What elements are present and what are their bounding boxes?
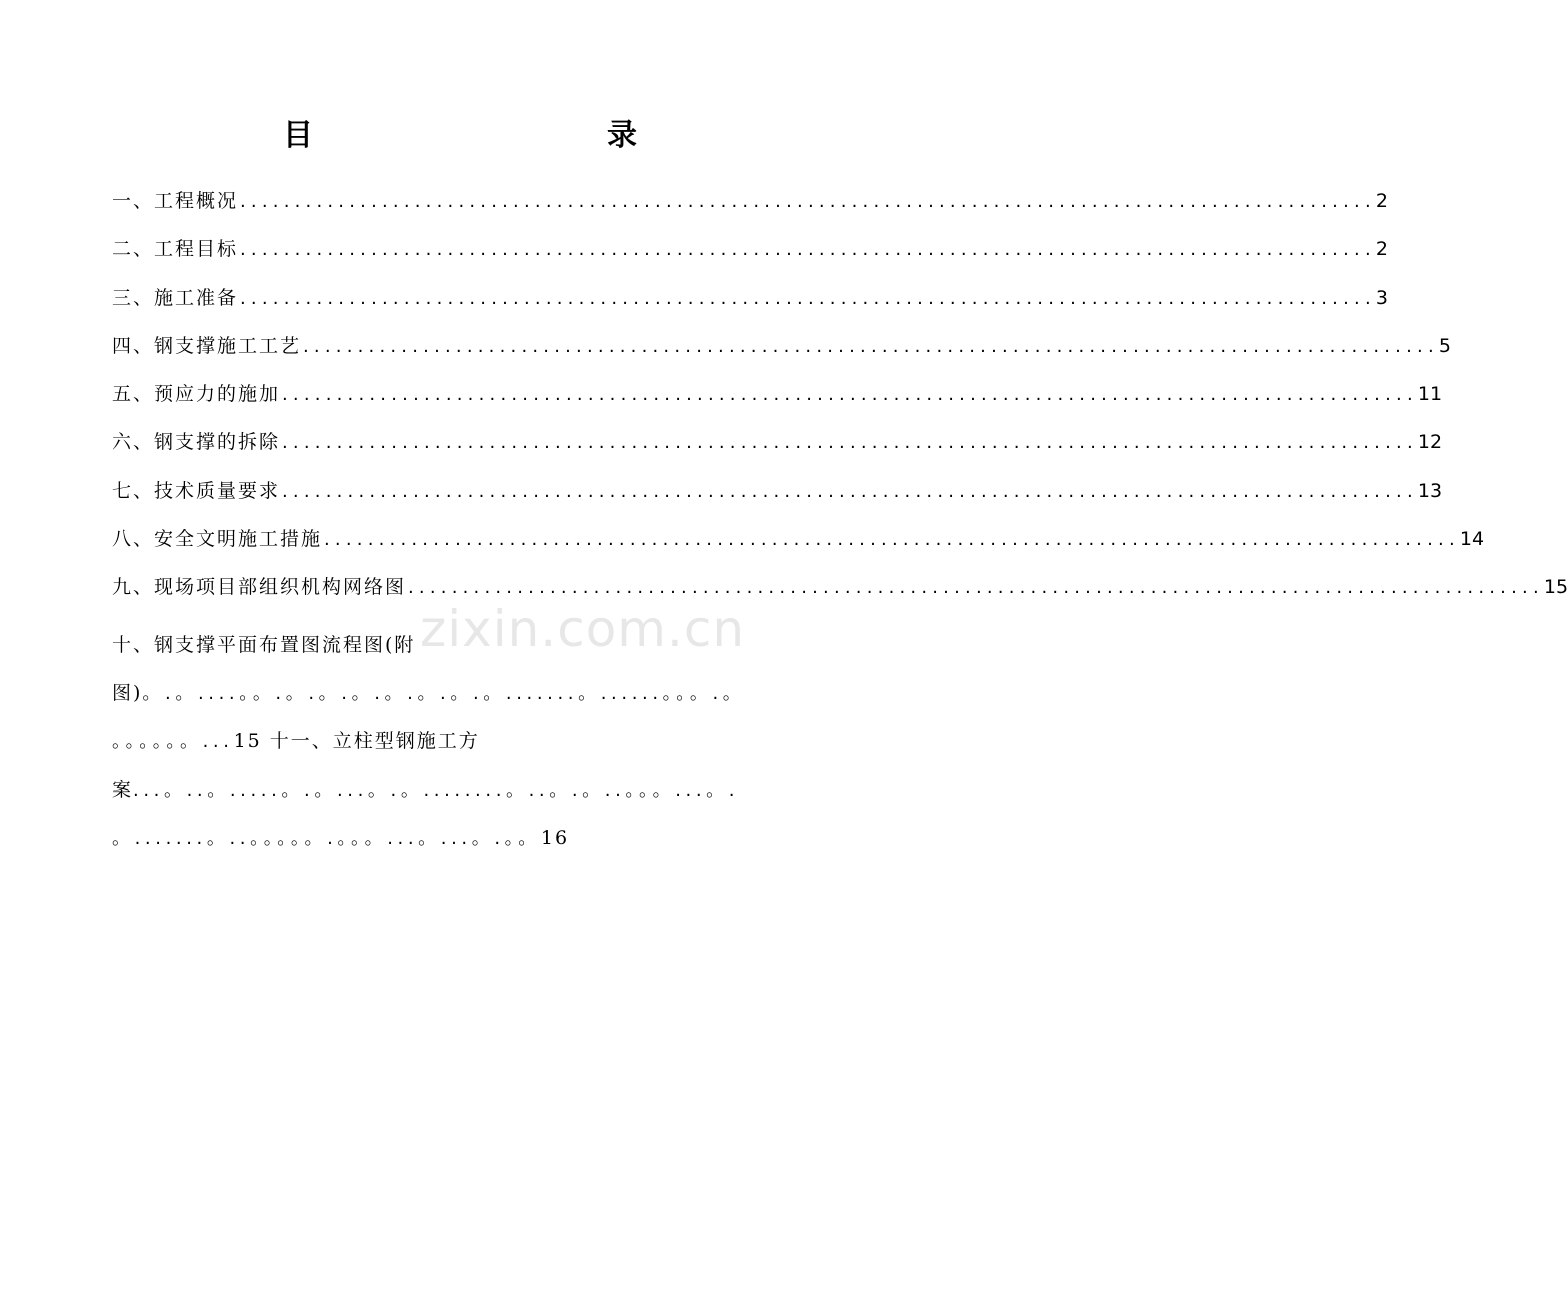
toc-entry-11-line-2	[112, 766, 806, 814]
toc-entry-label: 四、钢支撑施工工艺	[112, 334, 302, 357]
toc-entry-9[interactable]	[112, 572, 1568, 620]
toc-entry-page: 13	[1417, 479, 1443, 502]
toc-leader-dots: ...。..。.....。.。...。.。........。..。.。..。。。...。.	[133, 779, 740, 801]
toc-entry-4[interactable]	[112, 331, 1451, 379]
toc-leader-dots: 。.。....。。.。.。.。.。.。.。.。.......。......。。。.。	[142, 682, 746, 704]
toc-leader-dots: ........................................................................................................	[324, 529, 1460, 551]
toc-entry-label: 六、钢支撑的拆除	[112, 431, 281, 454]
toc-entry-page: 14	[1459, 528, 1485, 551]
toc-entry-page: 12	[1417, 431, 1443, 454]
toc-entry-3[interactable]	[112, 283, 1388, 331]
toc-entry-label: 案	[112, 778, 134, 801]
toc-entry-page: 11	[1417, 383, 1443, 406]
toc-leader-dots: ........................................................................................................	[240, 239, 1376, 261]
toc-leader-dots: 。。。。。。...	[112, 731, 234, 753]
toc-entry-label: 十、钢支撑平面布置图流程图(附	[112, 633, 416, 656]
toc-leader-dots: ........................................................................................................	[282, 480, 1418, 502]
toc-leader-dots: ........................................................................................................	[240, 287, 1376, 309]
toc-entry-label: 15 十一、立柱型钢施工方	[233, 730, 480, 753]
toc-leader-dots: ........................................................................................................	[282, 432, 1418, 454]
toc-entry-10-line-1[interactable]	[112, 621, 806, 669]
toc-entry-1[interactable]	[112, 186, 1388, 234]
toc-entry-2[interactable]	[112, 234, 1388, 282]
table-of-contents	[112, 186, 1568, 862]
toc-entry-5[interactable]	[112, 379, 1443, 427]
page-title: 目 录	[283, 118, 715, 153]
toc-entry-label: 图)	[112, 681, 143, 704]
toc-leader-dots: ........................................................................................................	[303, 335, 1439, 357]
toc-entry-page: 2	[1375, 238, 1388, 261]
toc-entry-11-line-3	[112, 814, 806, 862]
toc-entry-6[interactable]	[112, 427, 1443, 475]
watermark: zixin.com.cn	[420, 600, 746, 658]
toc-entry-8[interactable]	[112, 524, 1485, 572]
toc-leader-dots: ........................................................................................................	[240, 191, 1376, 212]
toc-leader-dots: ........................................................................................................	[282, 384, 1418, 406]
toc-entry-label: 五、预应力的施加	[112, 383, 281, 406]
toc-entry-10-line-2	[112, 669, 806, 717]
toc-entry-page: 5	[1438, 334, 1451, 357]
toc-leader-dots: 。.......。..。。。。。.。。。...。...。.。。	[112, 827, 541, 849]
toc-entry-label: 一、工程概况	[112, 190, 239, 212]
toc-entry-label: 七、技术质量要求	[112, 479, 281, 502]
toc-entry-page: 15	[1543, 576, 1568, 599]
toc-entry-7[interactable]	[112, 476, 1443, 524]
toc-entry-label: 九、现场项目部组织机构网络图	[112, 576, 407, 599]
toc-entry-page: 16	[540, 826, 570, 849]
toc-leader-dots: ........................................................................................................	[408, 577, 1544, 599]
toc-entry-page: 3	[1375, 286, 1388, 309]
toc-entry-label: 二、工程目标	[112, 238, 239, 261]
toc-entry-11-line-1[interactable]	[112, 717, 806, 765]
toc-entry-page: 2	[1375, 190, 1388, 212]
toc-entry-label: 三、施工准备	[112, 286, 239, 309]
toc-entry-label: 八、安全文明施工措施	[112, 528, 323, 551]
